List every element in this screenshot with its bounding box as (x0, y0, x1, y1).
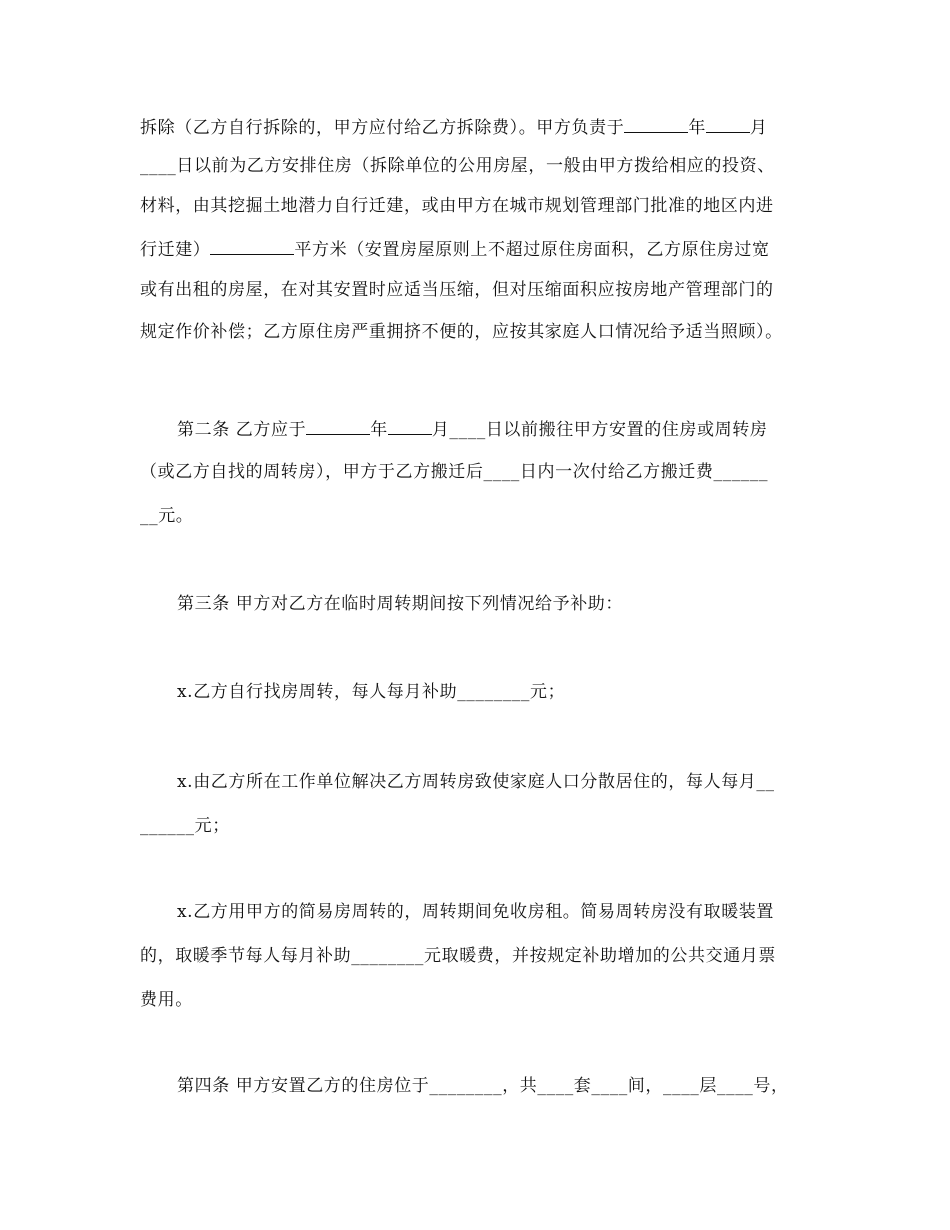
text-span: 行迁建） (140, 240, 211, 260)
paragraph1-line4 (140, 236, 770, 262)
text-span: 平方米（安置房屋原则上不超过原住房面积，乙方原住房过宽 (294, 240, 770, 260)
paragraph1-line2: ____日以前为乙方安排住房（拆除单位的公用房屋，一般由甲方拨给相应的投资、 (140, 156, 775, 176)
paragraph1-line6: 规定作价补偿；乙方原住房严重拥挤不便的，应按其家庭人口情况给予适当照顾）。 (140, 322, 783, 342)
text-span: 年 (688, 118, 706, 138)
blank-line (210, 236, 294, 255)
blank-line (624, 114, 688, 133)
item2-line2: ______元； (140, 816, 230, 836)
article4-line1: 第四条 甲方安置乙方的住房位于________，共____套____间，____层____号， (177, 1076, 789, 1096)
item3-line1: x.乙方用甲方的简易房周转的，周转期间免收房租。简易周转房没有取暖装置 (177, 902, 774, 922)
paragraph1-line5: 或有出租的房屋，在对其安置时应适当压缩，但对压缩面积应按房地产管理部门的 (140, 280, 774, 300)
text-span: 月____日以前搬往甲方安置的住房或周转房 (431, 420, 768, 440)
item1-line1: x.乙方自行找房周转，每人每月补助________元； (177, 682, 566, 702)
text-span: 月 (749, 118, 768, 138)
text-span: 年 (370, 420, 388, 440)
text-span: 拆除（乙方自行拆除的，甲方应付给乙方拆除费）。甲方负责于 (140, 118, 625, 138)
blank-line (388, 416, 432, 435)
article3-line1: 第三条 甲方对乙方在临时周转期间按下列情况给予补助： (177, 594, 624, 614)
paragraph1-line3: 材料，由其挖掘土地潜力自行迁建，或由甲方在城市规划管理部门批准的地区内进 (140, 196, 774, 216)
article2-line1 (177, 416, 767, 442)
paragraph1-line1 (140, 114, 768, 140)
item3-line2: 的，取暖季节每人每月补助________元取暖费，并按规定补助增加的公共交通月票 (140, 946, 776, 966)
item2-line1: x.由乙方所在工作单位解决乙方周转房致使家庭人口分散居住的，每人每月__ (177, 772, 775, 792)
blank-line (706, 114, 750, 133)
item3-line3: 费用。 (140, 990, 193, 1010)
text-span: 第二条 乙方应于 (177, 420, 307, 440)
article2-line2: （或乙方自找的周转房），甲方于乙方搬迁后____日内一次付给乙方搬迁费______ (140, 462, 769, 482)
blank-line (306, 416, 370, 435)
article2-line3: __元。 (140, 506, 194, 526)
